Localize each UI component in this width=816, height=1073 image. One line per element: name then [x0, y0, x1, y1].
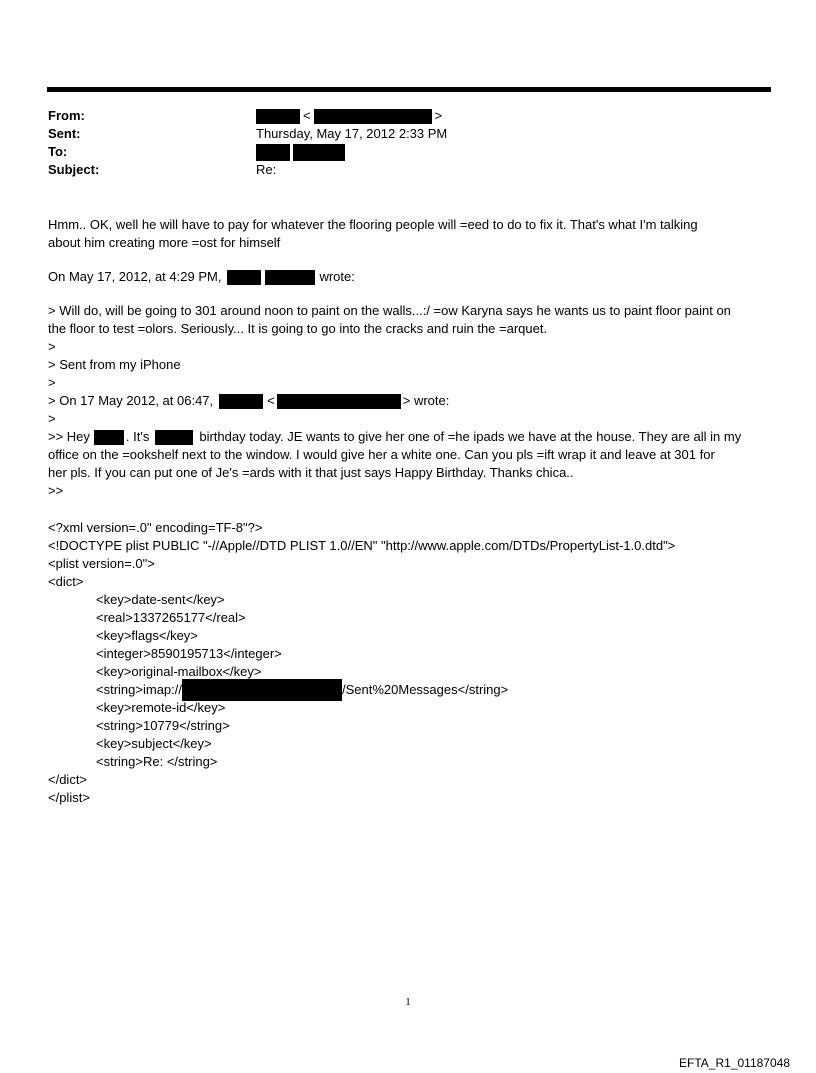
sent-label: Sent: [48, 126, 81, 141]
redaction [94, 430, 124, 445]
email-body [48, 216, 773, 500]
subject-label: Subject: [48, 162, 100, 177]
xml-line: <key>subject</key> [96, 736, 212, 751]
xml-plist-block [48, 519, 675, 807]
quote-marker: > [48, 411, 56, 426]
page-number: 1 [405, 996, 411, 1008]
quote-marker: > [48, 339, 56, 354]
quote-text: > Sent from my iPhone [48, 357, 181, 372]
sent-value: Thursday, May 17, 2012 2:33 PM [256, 126, 448, 141]
redaction [256, 144, 290, 161]
xml-line: <!DOCTYPE plist PUBLIC "-//Apple//DTD PLIST 1.0//EN" "http://www.apple.com/DTDs/PropertyList-1.0.dtd"> [48, 538, 676, 553]
nested-quote-text: her pls. If you can put one of Je's =ards with it that just says Happy Birthday. Thanks chica.. [48, 465, 574, 480]
xml-line: <key>flags</key> [96, 628, 198, 643]
redaction [265, 270, 315, 285]
body-text: Hmm.. OK, well he will have to pay for whatever the flooring people will =eed to do to fix it. That's what I'm talking [48, 217, 698, 232]
xml-line: <string>Re: </string> [96, 754, 218, 769]
quote-attribution: On May 17, 2012, at 4:29 PM, wrote: [48, 269, 355, 284]
to-value [256, 144, 345, 161]
xml-line: <key>remote-id</key> [96, 700, 226, 715]
document-id: EFTA_R1_01187048 [679, 1056, 790, 1070]
xml-line: <real>1337265177</real> [96, 610, 246, 625]
nested-quote-text: office on the =ookshelf next to the window. I would give her a white one. Can you pls =ift wrap it and leave at 301 for [48, 447, 715, 462]
xml-line: <string>10779</string> [96, 718, 230, 733]
from-gt: > [434, 108, 443, 123]
redaction [155, 430, 193, 445]
xml-line: <dict> [48, 574, 84, 589]
xml-line: <key>original-mailbox</key> [96, 664, 262, 679]
from-row [48, 107, 768, 125]
subject-value: Re: [256, 162, 277, 177]
xml-line: <?xml version=.0" encoding=TF-8"?> [48, 520, 263, 535]
from-lt: < [303, 108, 311, 123]
email-header [48, 107, 768, 179]
nested-quote-text: >> Hey . It's birthday today. JE wants to give her one of =he ipads we have at the house. They are all in my [48, 429, 742, 444]
redaction [293, 144, 345, 161]
quote-text: > Will do, will be going to 301 around noon to paint on the walls...:/ =ow Karyna says he wants us to paint floor paint on [48, 303, 731, 318]
nested-quote-attribution: > On 17 May 2012, at 06:47, < > wrote: [48, 393, 450, 408]
xml-line: </plist> [48, 790, 90, 805]
body-text: about him creating more =ost for himself [48, 235, 281, 250]
redaction [227, 270, 261, 285]
to-row [48, 143, 768, 161]
redaction [219, 394, 263, 409]
quote-marker: >> [48, 483, 64, 498]
xml-line: <plist version=.0"> [48, 556, 155, 571]
subject-row [48, 161, 768, 179]
to-label: To: [48, 144, 68, 159]
from-value [256, 107, 442, 125]
xml-line: </dict> [48, 772, 88, 787]
redaction [314, 109, 432, 124]
quote-marker: > [48, 375, 56, 390]
redaction [256, 109, 300, 124]
xml-line: <key>date-sent</key> [96, 592, 225, 607]
sent-row [48, 125, 768, 143]
xml-line: <integer>8590195713</integer> [96, 646, 282, 661]
quote-text: the floor to test =olors. Seriously... It is going to go into the cracks and ruin the =arquet. [48, 321, 548, 336]
xml-line: <string>imap:// /Sent%20Messages</string> [48, 681, 675, 699]
redaction [277, 394, 401, 409]
from-label: From: [48, 108, 85, 123]
redaction [182, 679, 342, 701]
header-rule [47, 87, 771, 92]
